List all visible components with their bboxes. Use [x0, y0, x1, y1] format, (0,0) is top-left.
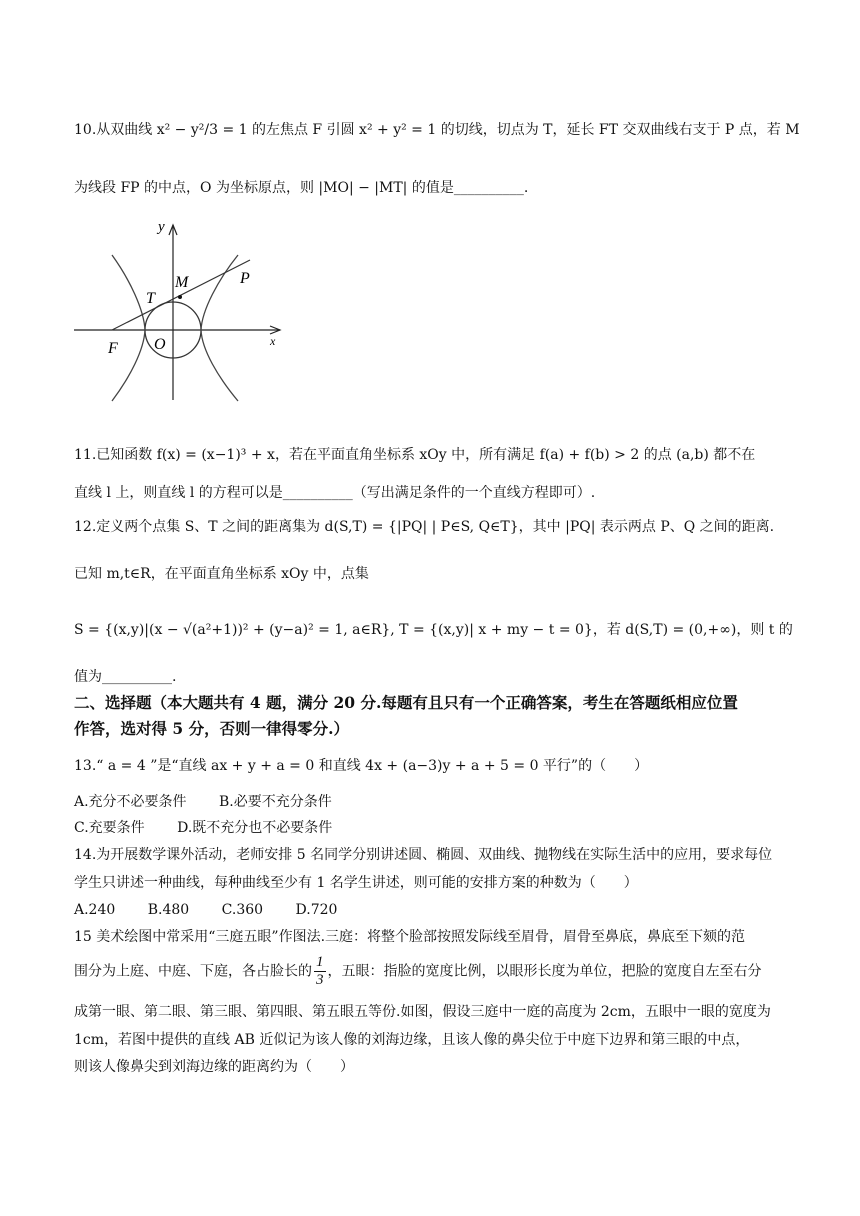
q13-stem: 13.“ a = 4 ”是“直线 ax + y + a = 0 和直线 4x + (a−3)y + a + 5 = 0 平行”的（ ）	[74, 758, 649, 774]
q15-fraction-numerator: 1	[316, 954, 324, 970]
q15-line-2-part-b: ，五眼：指脸的宽度比例，以眼形长度为单位，把脸的宽度自左至右分	[327, 963, 762, 980]
q12-line-4: 值为__________.	[74, 669, 177, 685]
q15-line-2-part-a: 围分为上庭、中庭、下庭，各占脸长的	[74, 963, 312, 980]
hyperbola-figure	[70, 215, 290, 405]
label-y: y	[158, 219, 165, 235]
q15-line-2	[74, 954, 762, 989]
q11-line-1: 11.已知函数 f(x) = (x−1)³ + x，若在平面直角坐标系 xOy 中，所有满足 f(a) + f(b) > 2 的点 (a,b) 都不在	[74, 447, 756, 463]
q12-line-3: S = {(x,y)|(x − √(a²+1))² + (y−a)² = 1, a∈R}, T = {(x,y)| x + my − t = 0}，若 d(S,T) = (0,+∞)，则 t 的	[74, 622, 793, 638]
q14-options	[74, 900, 337, 920]
q14-line-1: 14.为开展数学课外活动，老师安排 5 名同学分别讲述圆、椭圆、双曲线、抛物线在实际生活中的应用，要求每位	[74, 847, 773, 863]
q12-line-1: 12.定义两个点集 S、T 之间的距离集为 d(S,T) = {|PQ| | P∈S, Q∈T}，其中 |PQ| 表示两点 P、Q 之间的距离.	[74, 519, 775, 535]
q11-line-2: 直线 l 上，则直线 l 的方程可以是__________（写出满足条件的一个直线方程即可）.	[74, 485, 596, 501]
label-P: P	[240, 270, 250, 287]
hyperbola-right-branch	[201, 255, 238, 401]
label-M: M	[175, 274, 189, 291]
label-F: F	[108, 340, 118, 357]
q15-line-3: 成第一眼、第二眼、第三眼、第四眼、第五眼五等份.如图，假设三庭中一庭的高度为 2cm，五眼中一眼的宽度为	[74, 1004, 771, 1020]
q15-line-5: 则该人像鼻尖到刘海边缘的距离约为（ ）	[74, 1059, 354, 1075]
q13-option-d: D.既不充分也不必要条件	[177, 820, 333, 836]
q13-option-b: B.必要不充分条件	[219, 794, 332, 810]
q13-option-c: C.充要条件	[74, 820, 145, 836]
q10-line-2: 为线段 FP 的中点，O 为坐标原点，则 |MO| − |MT| 的值是__________.	[74, 180, 529, 196]
q15-fraction-denominator: 3	[316, 972, 324, 988]
section-2-heading-line-1: 二、选择题（本大题共有 4 题，满分 20 分.每题有且只有一个正确答案，考生在答题纸相应位置	[74, 693, 738, 712]
q13-options-row-2	[74, 818, 332, 838]
midpoint-M	[178, 295, 182, 299]
q14-option-d: D.720	[295, 902, 338, 918]
label-x: x	[270, 334, 276, 348]
q15-line-4: 1cm，若图中提供的直线 AB 近似记为该人像的刘海边缘，且该人像的鼻尖位于中庭下边界和第三眼的中点，	[74, 1032, 750, 1048]
q14-line-2: 学生只讲述一种曲线，每种曲线至少有 1 名学生讲述，则可能的安排方案的种数为（ ）	[74, 875, 638, 891]
q14-option-c: C.360	[221, 902, 264, 918]
q15-fraction	[314, 954, 326, 989]
q14-option-b: B.480	[147, 902, 190, 918]
q15-line-1: 15 美术绘图中常采用“三庭五眼”作图法.三庭：将整个脸部按照发际线至眉骨，眉骨至鼻底，鼻底至下颏的范	[74, 929, 746, 945]
q13-options-row-1	[74, 792, 332, 812]
q13-option-a: A.充分不必要条件	[74, 794, 187, 810]
section-2-heading-line-2: 作答，选对得 5 分，否则一律得零分.）	[74, 719, 349, 738]
label-T: T	[146, 290, 155, 307]
label-O: O	[154, 336, 166, 353]
q14-option-a: A.240	[74, 902, 116, 918]
q10-line-1: 10.从双曲线 x² − y²/3 = 1 的左焦点 F 引圆 x² + y² = 1 的切线，切点为 T，延长 FT 交双曲线右支于 P 点，若 M	[74, 122, 800, 138]
tangent-line-FP	[112, 260, 250, 330]
q12-line-2: 已知 m,t∈R，在平面直角坐标系 xOy 中，点集	[74, 566, 369, 582]
